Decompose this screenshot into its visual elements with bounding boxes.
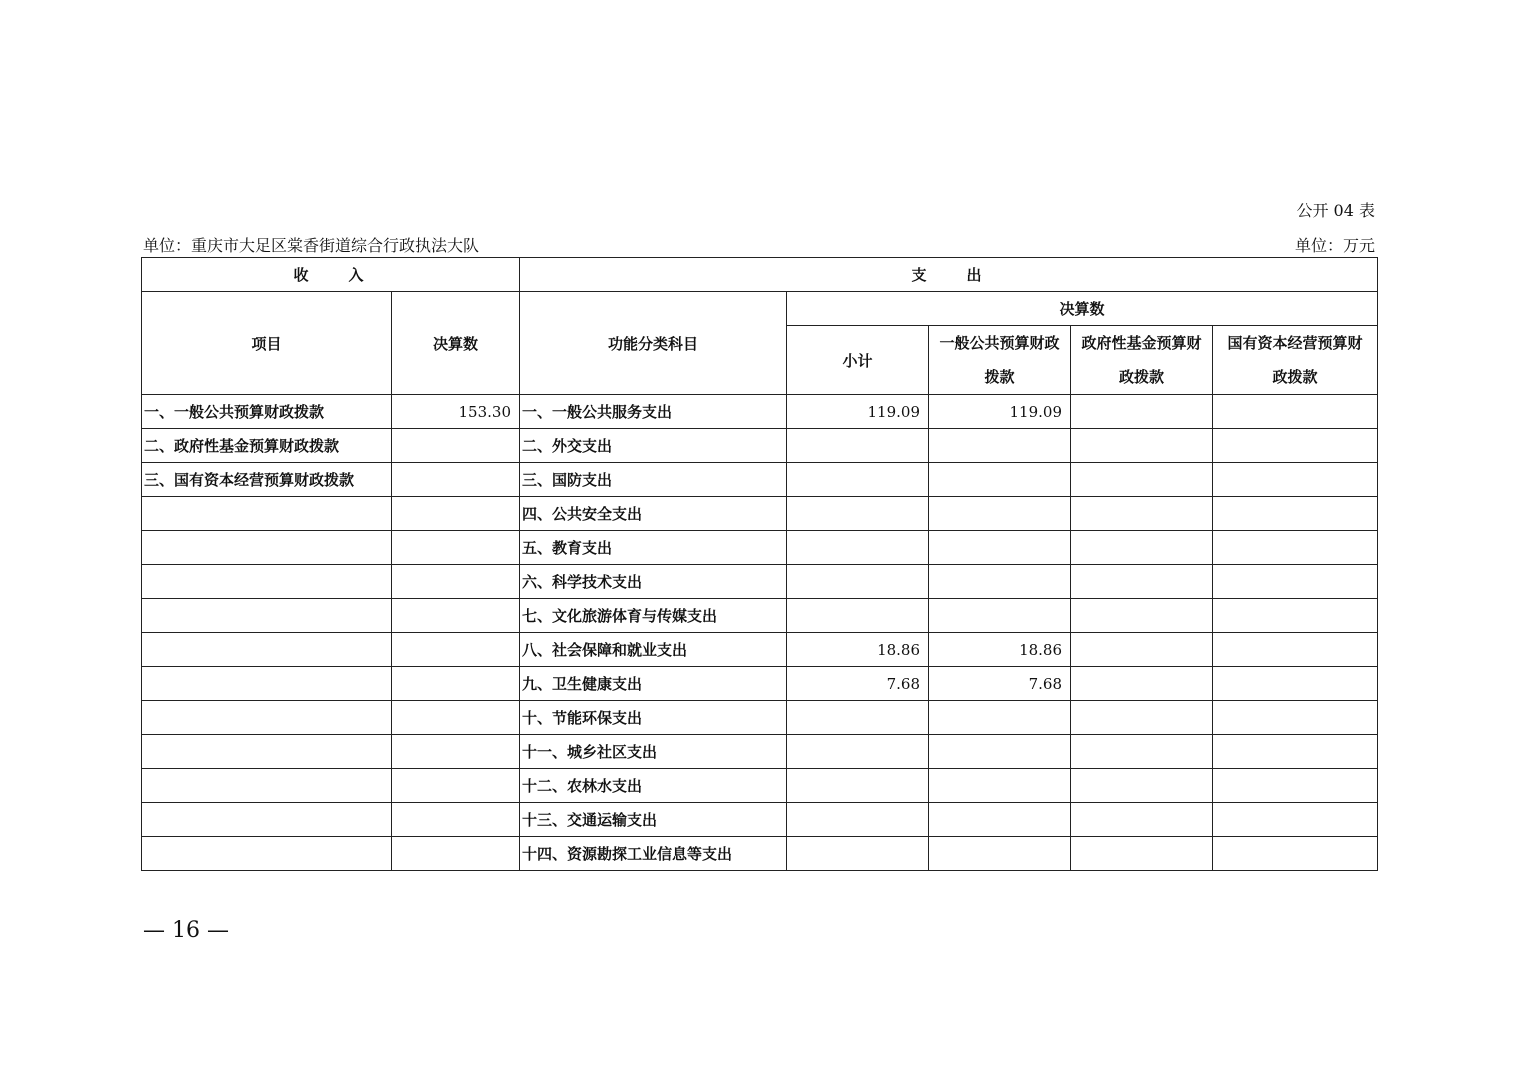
expense-item-cell: 十三、交通运输支出 [520, 803, 787, 837]
expense-item-cell: 二、外交支出 [520, 429, 787, 463]
page-number: — 16 — [143, 918, 229, 943]
expense-item-cell: 八、社会保障和就业支出 [520, 633, 787, 667]
table-row [142, 463, 1378, 497]
gov-fund-cell [1071, 463, 1213, 497]
subtotal-cell [787, 735, 929, 769]
subtotal-cell [787, 769, 929, 803]
gov-fund-cell [1071, 837, 1213, 871]
income-amount-cell [392, 497, 520, 531]
income-amount-cell [392, 769, 520, 803]
income-item-cell [142, 599, 392, 633]
expense-item-cell: 一、一般公共服务支出 [520, 395, 787, 429]
subtotal-cell: 119.09 [787, 395, 929, 429]
income-item-cell [142, 531, 392, 565]
income-amount-cell [392, 463, 520, 497]
unit-organization: 单位：重庆市大足区棠香街道综合行政执法大队 [143, 236, 480, 255]
expense-item-cell: 三、国防支出 [520, 463, 787, 497]
general-budget-cell [929, 769, 1071, 803]
table-row [142, 769, 1378, 803]
state-capital-cell [1213, 803, 1378, 837]
general-budget-cell [929, 599, 1071, 633]
income-amount-cell [392, 837, 520, 871]
expense-item-cell: 十二、农林水支出 [520, 769, 787, 803]
col-header-item: 项目 [142, 292, 392, 395]
state-capital-cell [1213, 667, 1378, 701]
gov-fund-cell [1071, 701, 1213, 735]
income-item-cell [142, 803, 392, 837]
subtotal-cell [787, 565, 929, 599]
table-row [142, 497, 1378, 531]
income-item-cell: 二、政府性基金预算财政拨款 [142, 429, 392, 463]
general-budget-cell: 7.68 [929, 667, 1071, 701]
col-header-state [1213, 326, 1378, 395]
income-amount-cell [392, 599, 520, 633]
general-budget-cell [929, 701, 1071, 735]
col-header-gov-fund-line1: 政府性基金预算财 [1081, 334, 1202, 352]
table-row [142, 599, 1378, 633]
gov-fund-cell [1071, 803, 1213, 837]
expense-item-cell: 六、科学技术支出 [520, 565, 787, 599]
income-amount-cell [392, 429, 520, 463]
subtotal-cell [787, 599, 929, 633]
income-item-cell: 一、一般公共预算财政拨款 [142, 395, 392, 429]
gov-fund-cell [1071, 667, 1213, 701]
col-header-general-line1: 一般公共预算财政 [939, 334, 1060, 352]
expense-item-cell: 七、文化旅游体育与传媒支出 [520, 599, 787, 633]
table-row [142, 735, 1378, 769]
subtotal-cell [787, 531, 929, 565]
table-row [142, 531, 1378, 565]
gov-fund-cell [1071, 429, 1213, 463]
gov-fund-cell [1071, 599, 1213, 633]
income-section-header: 收入 [142, 258, 520, 292]
gov-fund-cell [1071, 769, 1213, 803]
state-capital-cell [1213, 429, 1378, 463]
unit-currency: 单位：万元 [1294, 236, 1375, 255]
state-capital-cell [1213, 735, 1378, 769]
table-row [142, 803, 1378, 837]
income-item-cell [142, 633, 392, 667]
col-header-function: 功能分类科目 [520, 292, 787, 395]
state-capital-cell [1213, 837, 1378, 871]
gov-fund-cell [1071, 633, 1213, 667]
income-item-cell [142, 565, 392, 599]
income-item-cell: 三、国有资本经营预算财政拨款 [142, 463, 392, 497]
form-number: 公开 04 表 [1296, 201, 1375, 220]
table-row [142, 701, 1378, 735]
income-item-cell [142, 701, 392, 735]
general-budget-cell [929, 531, 1071, 565]
state-capital-cell [1213, 701, 1378, 735]
general-budget-cell [929, 497, 1071, 531]
income-amount-cell [392, 735, 520, 769]
expense-section-header: 支出 [520, 258, 1378, 292]
subtotal-cell: 7.68 [787, 667, 929, 701]
state-capital-cell [1213, 633, 1378, 667]
income-amount-cell [392, 633, 520, 667]
budget-table [141, 257, 1378, 871]
income-item-cell [142, 837, 392, 871]
expense-item-cell: 四、公共安全支出 [520, 497, 787, 531]
expense-item-cell: 十四、资源勘探工业信息等支出 [520, 837, 787, 871]
expense-item-cell: 十、节能环保支出 [520, 701, 787, 735]
subtotal-cell [787, 803, 929, 837]
general-budget-cell: 18.86 [929, 633, 1071, 667]
col-header-general-line2: 拨款 [984, 368, 1015, 386]
subtotal-cell [787, 429, 929, 463]
table-row [142, 395, 1378, 429]
table-row [142, 565, 1378, 599]
gov-fund-cell [1071, 565, 1213, 599]
income-item-cell [142, 497, 392, 531]
general-budget-cell [929, 463, 1071, 497]
subtotal-cell [787, 837, 929, 871]
expense-item-cell: 十一、城乡社区支出 [520, 735, 787, 769]
table-row [142, 633, 1378, 667]
col-header-gov-fund-line2: 政拨款 [1119, 368, 1165, 386]
gov-fund-cell [1071, 395, 1213, 429]
state-capital-cell [1213, 599, 1378, 633]
col-header-gov-fund [1071, 326, 1213, 395]
gov-fund-cell [1071, 497, 1213, 531]
subtotal-cell [787, 463, 929, 497]
income-amount-cell [392, 531, 520, 565]
general-budget-cell [929, 803, 1071, 837]
state-capital-cell [1213, 463, 1378, 497]
col-header-final-group: 决算数 [787, 292, 1378, 326]
general-budget-cell: 119.09 [929, 395, 1071, 429]
general-budget-cell [929, 735, 1071, 769]
gov-fund-cell [1071, 531, 1213, 565]
col-header-amount: 决算数 [392, 292, 520, 395]
col-header-state-line2: 政拨款 [1272, 368, 1318, 386]
table-row [142, 667, 1378, 701]
subtotal-cell: 18.86 [787, 633, 929, 667]
expense-item-cell: 五、教育支出 [520, 531, 787, 565]
state-capital-cell [1213, 497, 1378, 531]
general-budget-cell [929, 565, 1071, 599]
income-amount-cell [392, 667, 520, 701]
income-amount-cell [392, 803, 520, 837]
table-row [142, 429, 1378, 463]
col-header-subtotal: 小计 [787, 326, 929, 395]
income-amount-cell [392, 701, 520, 735]
col-header-state-line1: 国有资本经营预算财 [1227, 334, 1363, 352]
income-item-cell [142, 769, 392, 803]
state-capital-cell [1213, 531, 1378, 565]
state-capital-cell [1213, 565, 1378, 599]
general-budget-cell [929, 429, 1071, 463]
income-amount-cell: 153.30 [392, 395, 520, 429]
income-item-cell [142, 667, 392, 701]
table-row [142, 837, 1378, 871]
subtotal-cell [787, 701, 929, 735]
general-budget-cell [929, 837, 1071, 871]
state-capital-cell [1213, 769, 1378, 803]
subtotal-cell [787, 497, 929, 531]
income-amount-cell [392, 565, 520, 599]
table-body [142, 395, 1378, 871]
state-capital-cell [1213, 395, 1378, 429]
col-header-general [929, 326, 1071, 395]
income-item-cell [142, 735, 392, 769]
gov-fund-cell [1071, 735, 1213, 769]
expense-item-cell: 九、卫生健康支出 [520, 667, 787, 701]
